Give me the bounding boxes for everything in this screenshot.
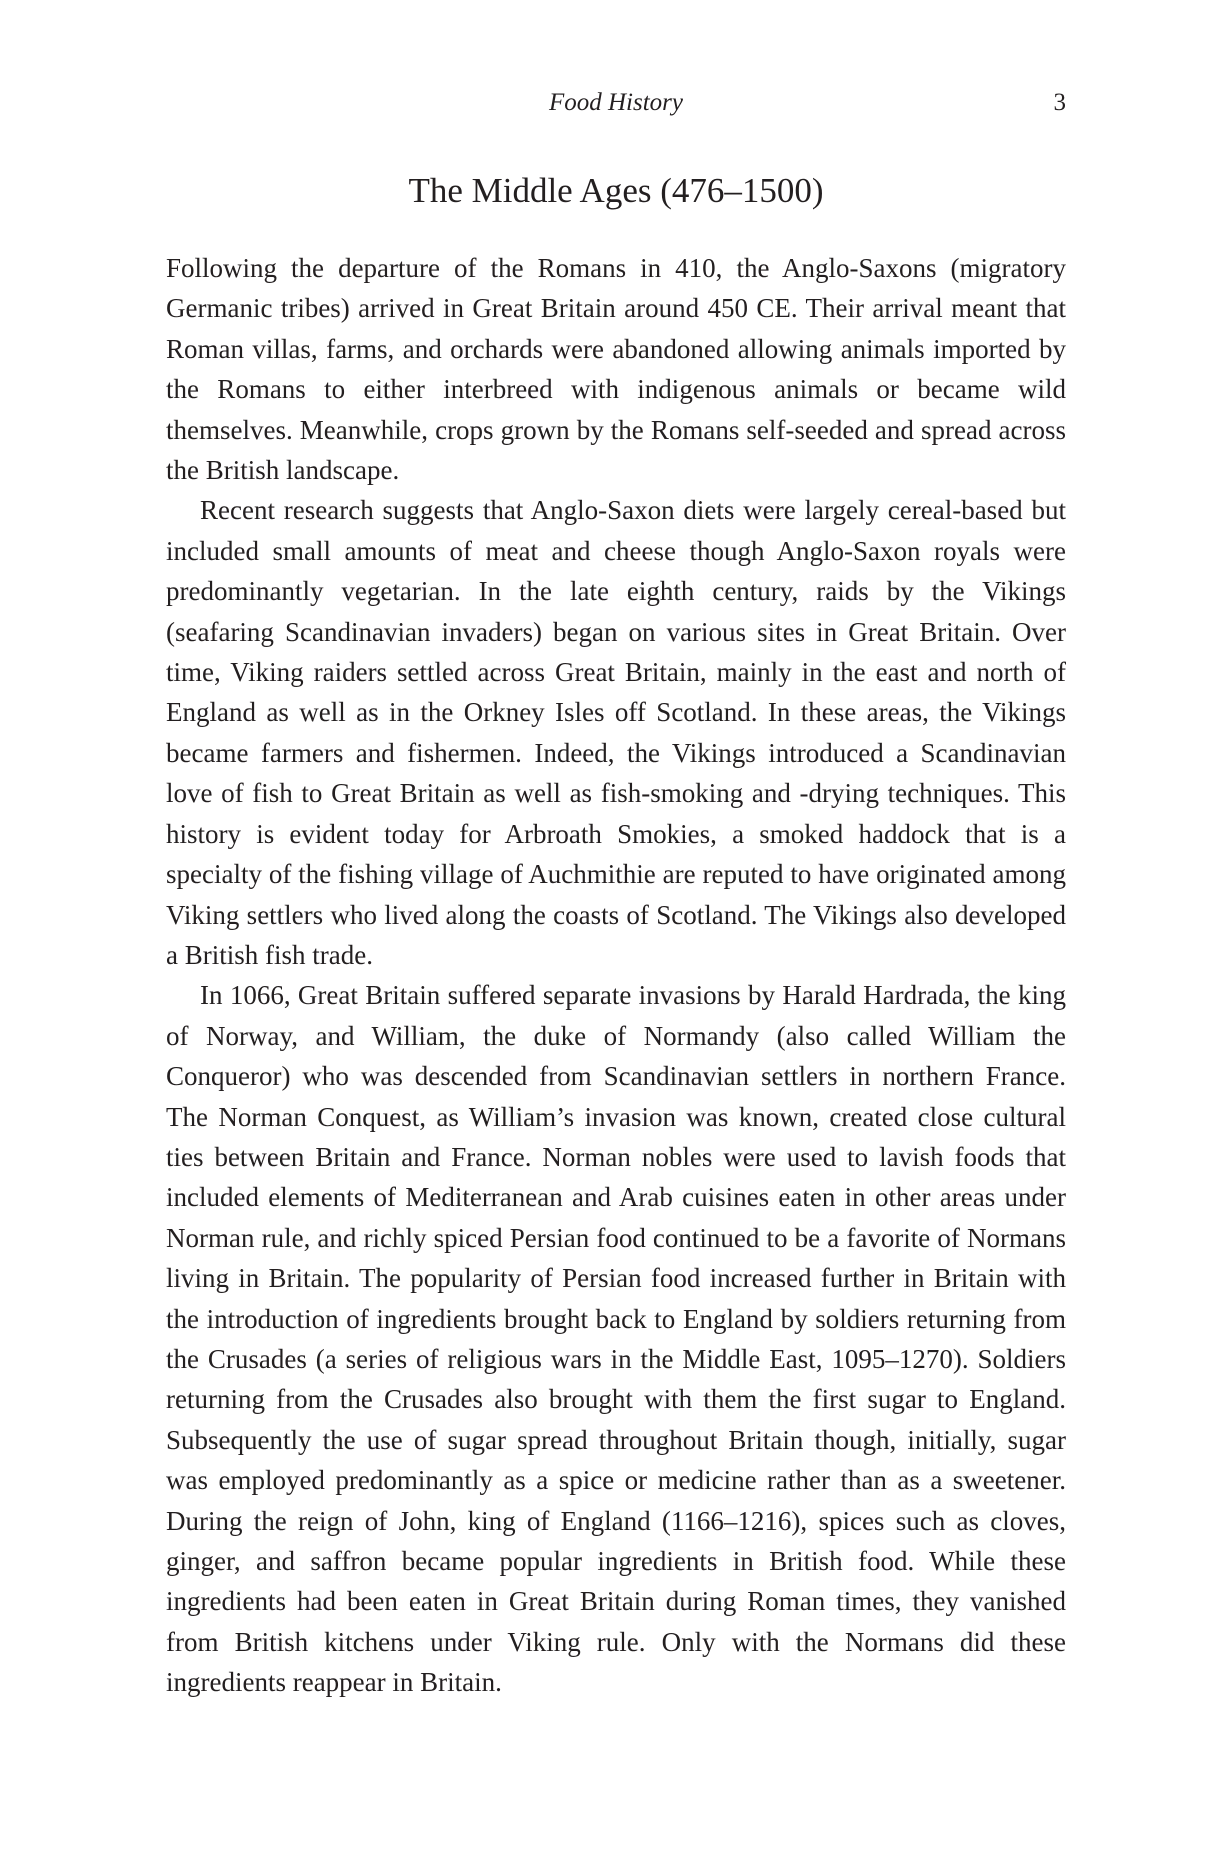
body-text (166, 248, 1066, 1703)
section-heading: The Middle Ages (476–1500) (408, 171, 824, 210)
paragraph-3: In 1066, Great Britain suffered separate invasions by Harald Hardrada, the king of Norway, and William, the duke of Normandy (also called William the Conqueror) who was descended from Scandinavian settlers in northern France. The Norman Conquest, as William’s invasion was known, created close cultural ties between Britain and France. Norman nobles were used to lavish foods that included elements of Mediterranean and Arab cuisines eaten in other areas under Norman rule, and richly spiced Persian food continued to be a favorite of Normans living in Britain. The popularity of Persian food increased further in Britain with the introduction of ingredients brought back to England by soldiers returning from the Crusades (a series of religious wars in the Middle East, 1095–1270). Soldiers returning from the Crusades also brought with them the first sugar to England. Subsequently the use of sugar spread throughout Britain though, initially, sugar was employed predominantly as a spice or medicine rather than as a sweetener. During the reign of John, king of England (1166–1216), spices such as cloves, ginger, and saffron became popular ingredients in British food. While these ingredients had been eaten in Great Britain during Roman times, they vanished from British kitchens under Viking rule. Only with the Normans did these ingredients reappear in Britain. (166, 980, 1066, 1698)
paragraph-2: Recent research suggests that Anglo-Saxon diets were largely cereal-based but included small amounts of meat and cheese though Anglo-Saxon royals were predominantly vegetarian. In the late eighth century, raids by the Vikings (seafaring Scandinavian invaders) began on various sites in Great Britain. Over time, Viking raiders settled across Great Britain, mainly in the east and north of England as well as in the Orkney Isles off Scotland. In these areas, the Vikings became farmers and fishermen. Indeed, the Vikings introduced a Scandinavian love of fish to Great Britain as well as fish-smoking and -drying techniques. This history is evident today for Arbroath Smokies, a smoked haddock that is a specialty of the fishing village of Auchmithie are reputed to have originated among Viking settlers who lived along the coasts of Scotland. The Vikings also developed a British fish trade. (166, 495, 1066, 970)
page-number: 3 (1053, 89, 1066, 116)
running-head (166, 86, 1066, 120)
paragraph-1: Following the departure of the Romans in 410, the Anglo-Saxons (migratory Germanic tribes) arrived in Great Britain around 450 CE. Their arrival meant that Roman villas, farms, and orchards were abandoned allowing animals imported by the Romans to either interbreed with indigenous animals or became wild themselves. Meanwhile, crops grown by the Romans self-seeded and spread across the British landscape. (166, 253, 1066, 486)
running-title: Food History (548, 89, 684, 116)
